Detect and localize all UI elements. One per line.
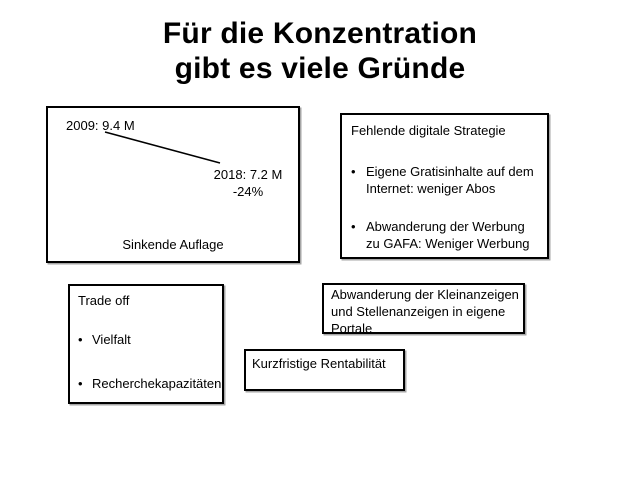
trend-start-label: 2009: 9.4 M: [66, 118, 135, 133]
tradeoff-bullet-2: Recherchekapazitäten: [92, 376, 222, 391]
tradeoff-bullet-list: [78, 331, 222, 392]
list-item: [78, 331, 214, 348]
profitability-text: Kurzfristige Rentabilität: [252, 356, 386, 371]
list-item: [78, 375, 222, 392]
classifieds-text-line2: und Stellenanzeigen in eigene: [331, 304, 506, 319]
strategy-bullet-1: Eigene Gratisinhalte auf dem Internet: weniger Abos: [366, 164, 534, 196]
list-item: [351, 163, 538, 197]
circulation-box: [46, 106, 300, 263]
classifieds-box: [322, 283, 525, 334]
trend-end-label: 2018: 7.2 M: [213, 167, 283, 182]
bullet-icon: •: [351, 164, 356, 179]
circulation-caption: Sinkende Auflage: [122, 237, 224, 252]
classifieds-text-line1: Abwanderung der Kleinanzeigen: [331, 287, 519, 302]
bullet-icon: •: [78, 332, 83, 347]
bullet-icon: •: [78, 376, 83, 391]
list-item: [351, 218, 538, 252]
tradeoff-bullet-1: Vielfalt: [92, 332, 131, 347]
classifieds-text-line3: Portale: [331, 321, 373, 336]
profitability-box: [244, 349, 405, 391]
strategy-box: [340, 113, 549, 259]
slide-title: [0, 16, 640, 86]
strategy-bullet-2: Abwanderung der Werbung zu GAFA: Weniger Werbung: [366, 219, 530, 251]
bullet-icon: •: [351, 219, 356, 234]
tradeoff-heading: Trade off: [78, 293, 130, 308]
strategy-bullet-list: [351, 163, 538, 252]
trend-change-label: -24%: [232, 184, 264, 199]
trend-end-group: [204, 166, 292, 200]
slide-title-line2: gibt es viele Gründe: [174, 52, 466, 85]
tradeoff-box: [68, 284, 224, 404]
strategy-heading: Fehlende digitale Strategie: [351, 123, 506, 138]
slide-title-line1: Für die Konzentration: [162, 17, 478, 50]
